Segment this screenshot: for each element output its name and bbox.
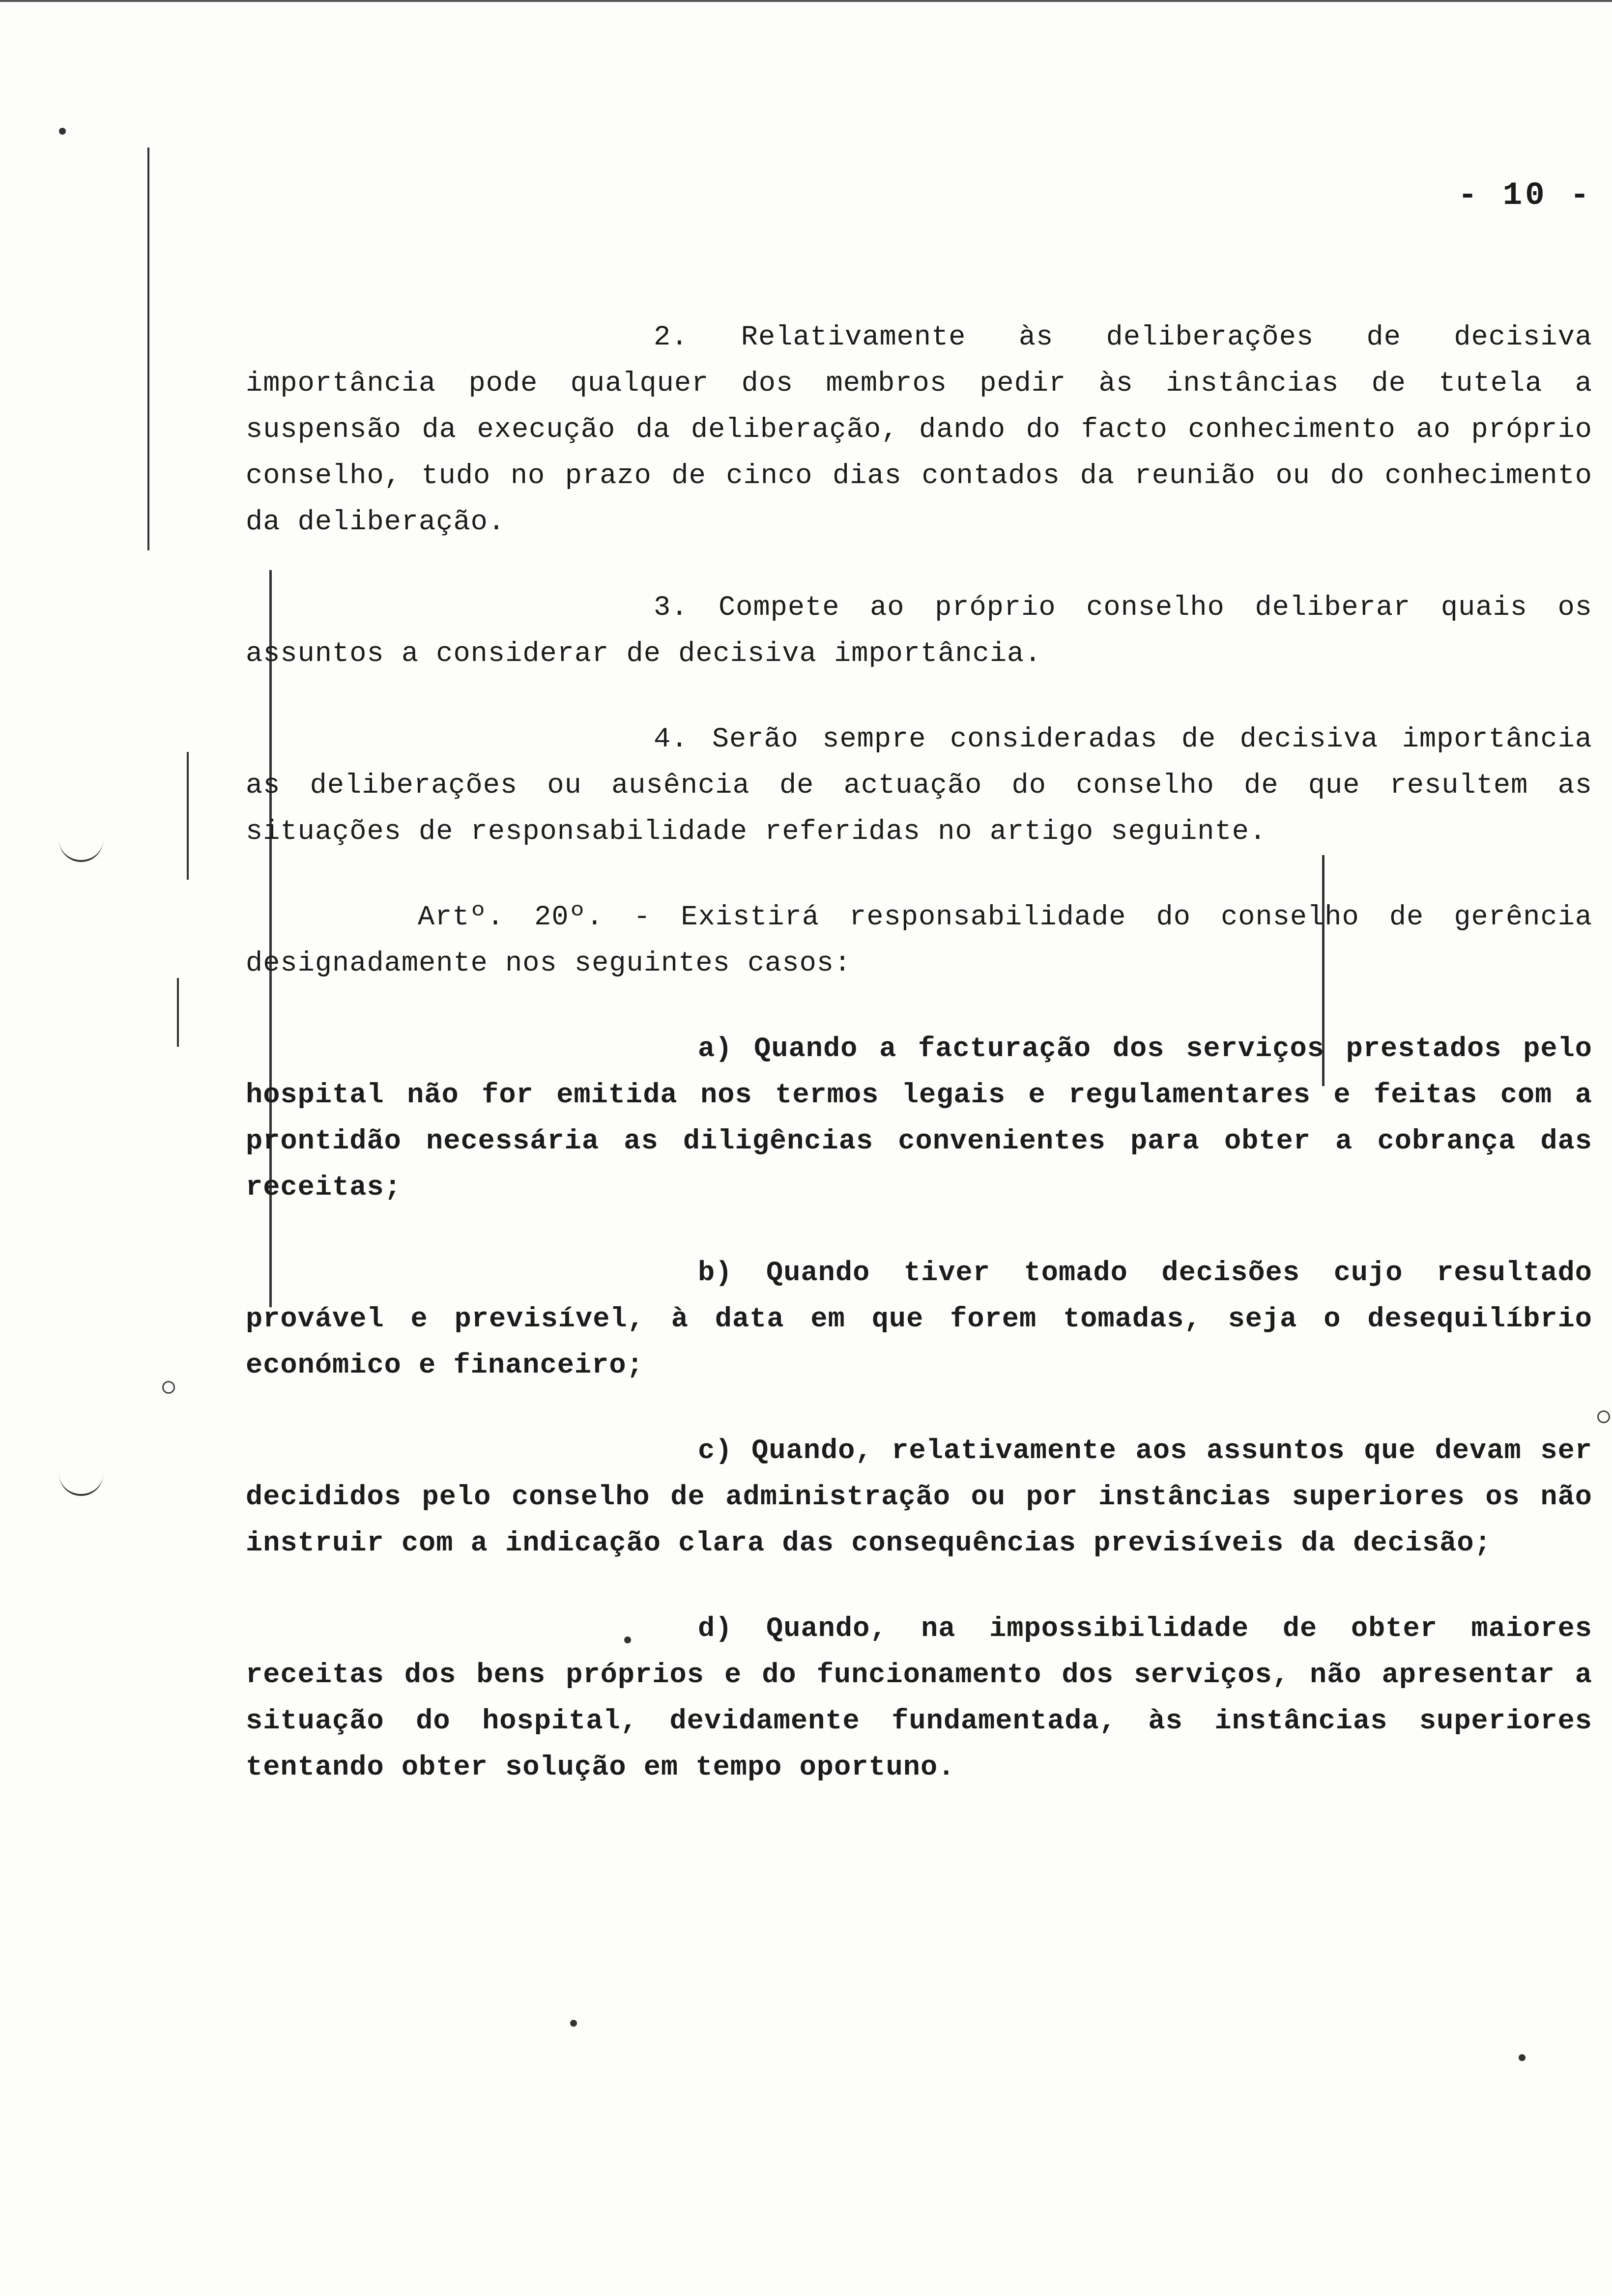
margin-line [147, 147, 149, 550]
ink-ring [1597, 1410, 1610, 1423]
ink-speck [59, 128, 66, 135]
item-c: c) Quando, relativamente aos assuntos que devam ser decididos pelo conselho de administração ou por instâncias superiores os não instruir com a indicação clara das consequências previsíveis da decisão; [246, 1435, 1592, 1559]
item-a: a) Quando a facturação dos serviços prestados pelo hospital não for emitida nos termos legais e regulamentares e feitas com a prontidão necessária as diligências convenientes para obter a cobrança das receitas; [246, 1033, 1592, 1204]
page-number: - 10 - [1458, 177, 1592, 214]
item-b: b) Quando tiver tomado decisões cujo resultado provável e previsível, à data em que forem tomadas, seja o desequilíbrio económico e financeiro; [246, 1258, 1592, 1381]
item-d: d) Quando, na impossibilidade de obter maiores receitas dos bens próprios e do funcionamento dos serviços, não apresentar a situação do hospital, devidamente fundamentada, às instâncias superiores tentando obter solução em tempo oportuno. [246, 1613, 1592, 1783]
paragraph-4: 4. Serão sempre consideradas de decisiva importância as deliberações ou ausência de actuação do conselho de que resultem as situações de responsabilidade referidas no artigo seguinte. [246, 724, 1592, 848]
article-20-heading: Artº. 20º. - Existirá responsabilidade do conselho de gerência designadamente nos seguintes casos: [246, 902, 1592, 979]
margin-line [177, 978, 179, 1047]
punch-hole-mark-lower [59, 1464, 103, 1496]
ink-speck [1519, 2054, 1526, 2061]
page-top-rule [0, 0, 1612, 2]
margin-line [187, 752, 189, 880]
ink-ring [162, 1381, 175, 1394]
ink-speck [570, 2020, 577, 2027]
paragraph-3: 3. Compete ao próprio conselho deliberar quais os assuntos a considerar de decisiva importância. [246, 592, 1592, 670]
paragraph-2: 2. Relativamente às deliberações de decisiva importância pode qualquer dos membros pedir às instâncias de tutela a suspensão da execução da deliberação, dando do facto conhecimento ao próprio conselho, tudo no prazo de cinco dias contados da reunião ou do conhecimento da deliberação. [246, 322, 1592, 538]
document-body [246, 315, 1592, 1791]
punch-hole-mark-upper [59, 831, 103, 862]
